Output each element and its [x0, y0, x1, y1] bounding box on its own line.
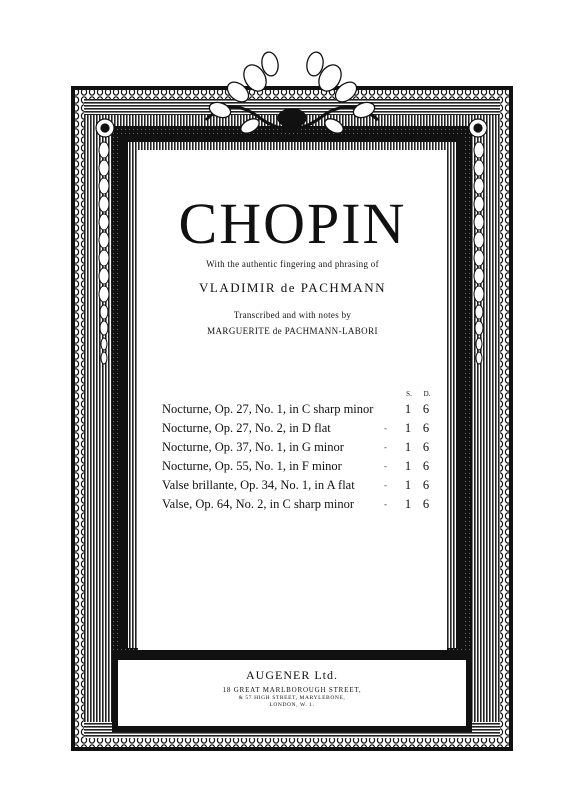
price-shillings: 1: [404, 459, 412, 473]
leader-dash: -: [384, 442, 387, 452]
shillings-header: S.: [406, 390, 412, 398]
list-item: [162, 419, 442, 438]
list-item: [162, 457, 442, 476]
leader-dash: -: [384, 480, 387, 490]
price-shillings: 1: [404, 421, 412, 435]
piece-name: Nocturne, Op. 27, No. 1, in C sharp minor: [162, 402, 374, 416]
price-pence: 6: [422, 421, 430, 435]
price-pence: 6: [422, 478, 430, 492]
list-item: [162, 438, 442, 457]
piece-list: [162, 400, 442, 514]
piece-name: Valse, Op. 64, No. 2, in C sharp minor: [162, 497, 354, 511]
publisher-block: [118, 660, 466, 726]
price-shillings: 1: [404, 497, 412, 511]
price-shillings: 1: [404, 478, 412, 492]
price-shillings: 1: [404, 402, 412, 416]
price-pence: 6: [422, 402, 430, 416]
list-item: [162, 400, 442, 419]
piece-name: Nocturne, Op. 55, No. 1, in F minor: [162, 459, 342, 473]
pence-header: D.: [423, 390, 431, 398]
piece-name: Nocturne, Op. 27, No. 2, in D flat: [162, 421, 331, 435]
price-shillings: 1: [404, 440, 412, 454]
title-panel: [138, 150, 447, 650]
price-column-headers: [400, 390, 436, 398]
list-item: [162, 476, 442, 495]
publisher-name: AUGENER Ltd.: [246, 668, 338, 682]
leader-dash: -: [384, 499, 387, 509]
publisher-address-line3: LONDON, W. 1.: [269, 702, 315, 708]
fingering-line: With the authentic fingering and phrasing of: [206, 259, 379, 269]
transcribed-line: Transcribed and with notes by: [233, 310, 352, 320]
editor-name: VLADIMIR de PACHMANN: [199, 280, 386, 295]
publisher-address-line1: 18 GREAT MARLBOROUGH STREET,: [222, 686, 362, 694]
piece-name: Valse brillante, Op. 34, No. 1, in A flat: [162, 478, 355, 492]
list-item: [162, 495, 442, 514]
leader-dash: -: [384, 423, 387, 433]
transcriber-name: MARGUERITE de PACHMANN-LABORI: [207, 326, 378, 336]
price-pence: 6: [422, 497, 430, 511]
page-title: CHOPIN: [178, 191, 407, 256]
publisher-address-line2: & 57 HIGH STREET, MARYLEBONE,: [238, 695, 346, 701]
price-pence: 6: [422, 440, 430, 454]
leader-dash: -: [384, 461, 387, 471]
price-pence: 6: [422, 459, 430, 473]
piece-name: Nocturne, Op. 37, No. 1, in G minor: [162, 440, 344, 454]
